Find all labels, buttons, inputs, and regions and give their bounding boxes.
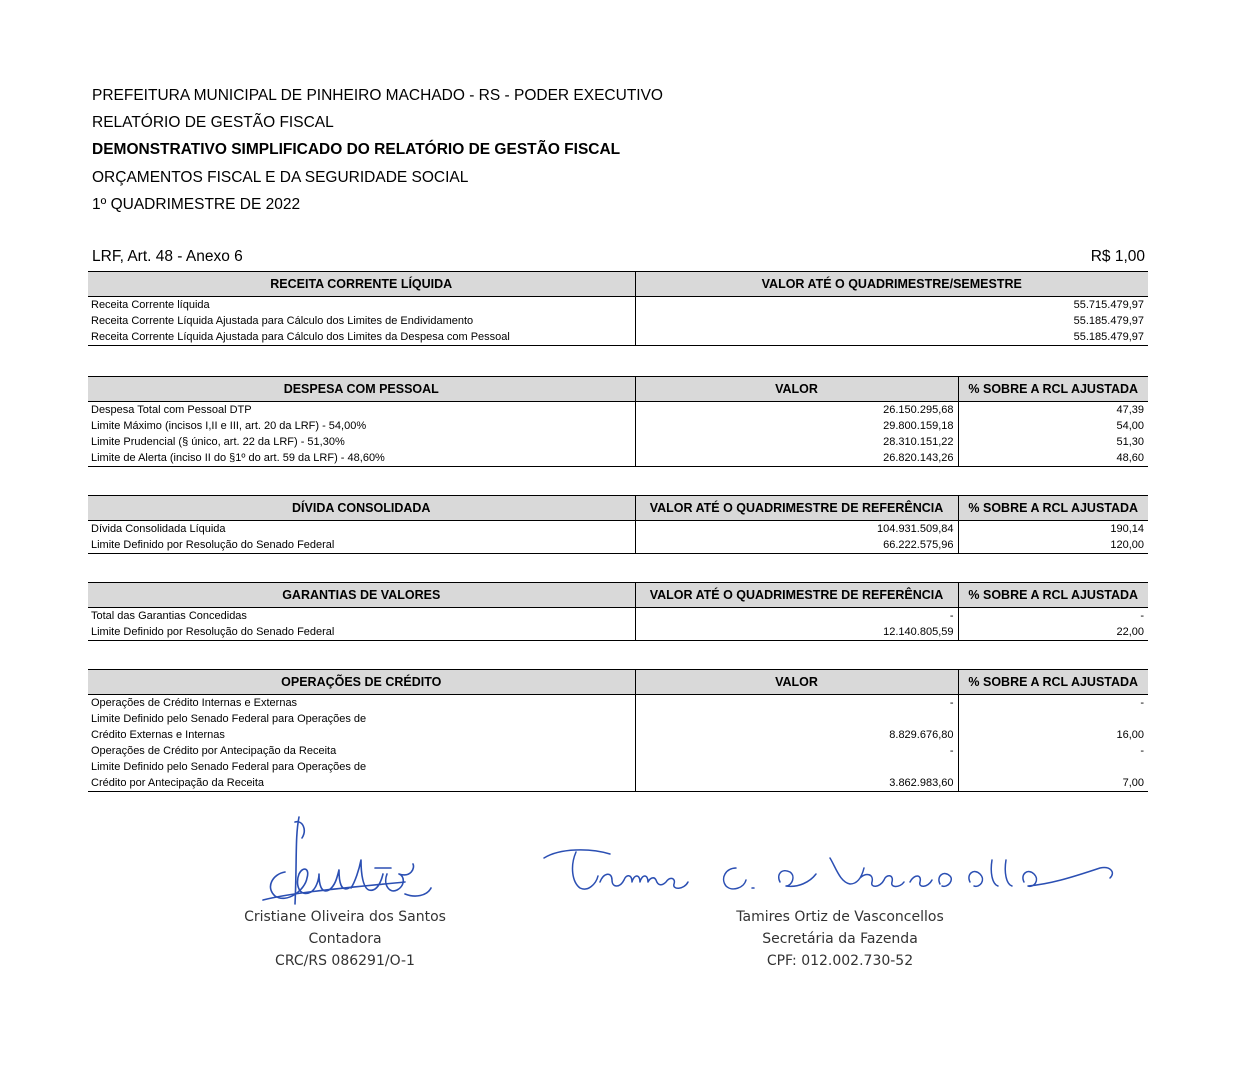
- table-row: [88, 313, 1148, 329]
- row-percent: [958, 711, 1148, 727]
- table-header-row: [88, 272, 1148, 297]
- row-value: [635, 759, 958, 775]
- column-header: VALOR: [635, 377, 958, 402]
- row-label: Crédito Externas e Internas: [91, 729, 225, 741]
- row-value: 66.222.575,96: [635, 537, 958, 554]
- row-percent: 47,39: [958, 402, 1148, 419]
- row-label: Limite de Alerta (inciso II do §1º do art. 59 da LRF) - 48,60%: [88, 450, 635, 467]
- guarantees-table: [88, 582, 1148, 641]
- row-label: Limite Máximo (incisos I,II e III, art. 20 da LRF) - 54,00%: [91, 420, 367, 432]
- row-label: Despesa Total com Pessoal DTP: [91, 404, 252, 416]
- table-row: [88, 711, 1148, 727]
- signature-block-secretary: [690, 906, 990, 972]
- reference-line: [92, 248, 1145, 266]
- table-row: [88, 624, 1148, 641]
- row-value: 28.310.151,22: [635, 434, 958, 450]
- row-value: -: [635, 743, 958, 759]
- row-label: Operações de Crédito Internas e Externas: [91, 697, 298, 709]
- row-value: 12.140.805,59: [635, 624, 958, 641]
- column-header: % SOBRE A RCL AJUSTADA: [958, 496, 1148, 521]
- table-row: [88, 521, 1148, 538]
- row-value: 26.820.143,26: [635, 450, 958, 467]
- personnel-expense-table: [88, 376, 1148, 467]
- header-line-1: PREFEITURA MUNICIPAL DE PINHEIRO MACHADO - RS - PODER EXECUTIVO: [92, 87, 663, 104]
- row-label: Total das Garantias Concedidas: [91, 610, 247, 622]
- table-row: [88, 329, 1148, 346]
- column-header: OPERAÇÕES DE CRÉDITO: [88, 670, 635, 695]
- table-row: [88, 418, 1148, 434]
- row-percent: -: [958, 695, 1148, 712]
- row-label: Limite Definido pelo Senado Federal para Operações de: [91, 713, 367, 725]
- legal-reference: LRF, Art. 48 - Anexo 6: [92, 248, 243, 265]
- header-line-4: ORÇAMENTOS FISCAL E DA SEGURIDADE SOCIAL: [92, 169, 469, 186]
- rcl-table: [88, 271, 1148, 346]
- column-header: % SOBRE A RCL AJUSTADA: [958, 377, 1148, 402]
- signature-block-accountant: [200, 906, 490, 972]
- table-header-row: [88, 583, 1148, 608]
- row-percent: -: [958, 743, 1148, 759]
- column-header: VALOR: [635, 670, 958, 695]
- column-header: DÍVIDA CONSOLIDADA: [88, 496, 635, 521]
- row-value: 3.862.983,60: [635, 775, 958, 792]
- table-row: [88, 297, 1148, 314]
- table-row: [88, 402, 1148, 419]
- row-value: 55.185.479,97: [635, 313, 1148, 329]
- row-label: Limite Prudencial (§ único, art. 22 da LRF) - 51,30%: [91, 436, 345, 448]
- row-label: Limite Definido pelo Senado Federal para Operações de: [91, 761, 367, 773]
- table-row: [88, 695, 1148, 712]
- column-header: GARANTIAS DE VALORES: [88, 583, 635, 608]
- row-percent: 16,00: [958, 727, 1148, 743]
- row-label: Receita Corrente Líquida Ajustada para Cálculo dos Limites de Endividamento: [91, 315, 474, 327]
- row-label: Dívida Consolidada Líquida: [91, 523, 226, 535]
- row-value: 55.185.479,97: [635, 329, 1148, 346]
- row-percent: -: [958, 608, 1148, 625]
- row-percent: 22,00: [958, 624, 1148, 641]
- header-line-2: RELATÓRIO DE GESTÃO FISCAL: [92, 114, 334, 131]
- column-header: % SOBRE A RCL AJUSTADA: [958, 670, 1148, 695]
- column-header: % SOBRE A RCL AJUSTADA: [958, 583, 1148, 608]
- document-title: DEMONSTRATIVO SIMPLIFICADO DO RELATÓRIO DE GESTÃO FISCAL: [92, 141, 621, 158]
- signer-name: Cristiane Oliveira dos Santos: [244, 909, 446, 925]
- currency-unit: R$ 1,00: [1090, 248, 1145, 265]
- row-label: Limite Definido por Resolução do Senado Federal: [88, 537, 635, 554]
- signer-role: Secretária da Fazenda: [762, 931, 918, 947]
- row-percent: 54,00: [958, 418, 1148, 434]
- column-header: VALOR ATÉ O QUADRIMESTRE DE REFERÊNCIA: [635, 496, 958, 521]
- column-header: RECEITA CORRENTE LÍQUIDA: [88, 272, 635, 297]
- row-value: 55.715.479,97: [635, 297, 1148, 314]
- table-header-row: [88, 496, 1148, 521]
- row-value: -: [635, 608, 958, 625]
- row-label: Receita Corrente líquida: [91, 299, 210, 311]
- period-label: 1º QUADRIMESTRE DE 2022: [92, 196, 301, 213]
- row-value: [635, 711, 958, 727]
- row-value: 104.931.509,84: [635, 521, 958, 538]
- row-label: Receita Corrente Líquida Ajustada para Cálculo dos Limites da Despesa com Pessoal: [88, 329, 635, 346]
- table-row: [88, 775, 1148, 792]
- row-percent: 120,00: [958, 537, 1148, 554]
- row-percent: 7,00: [958, 775, 1148, 792]
- table-row: [88, 450, 1148, 467]
- row-value: 26.150.295,68: [635, 402, 958, 419]
- signature-accountant: [255, 812, 445, 912]
- row-percent: [958, 759, 1148, 775]
- row-percent: 48,60: [958, 450, 1148, 467]
- table-header-row: [88, 670, 1148, 695]
- row-percent: 51,30: [958, 434, 1148, 450]
- table-row: [88, 743, 1148, 759]
- table-row: [88, 727, 1148, 743]
- table-header-row: [88, 377, 1148, 402]
- table-row: [88, 608, 1148, 625]
- column-header: VALOR ATÉ O QUADRIMESTRE/SEMESTRE: [635, 272, 1148, 297]
- signature-secretary: [540, 838, 1120, 908]
- row-value: -: [635, 695, 958, 712]
- signer-registration: CRC/RS 086291/O-1: [275, 953, 415, 969]
- signer-registration: CPF: 012.002.730-52: [766, 953, 914, 969]
- row-value: 8.829.676,80: [635, 727, 958, 743]
- column-header: DESPESA COM PESSOAL: [88, 377, 635, 402]
- row-value: 29.800.159,18: [635, 418, 958, 434]
- row-label: Crédito por Antecipação da Receita: [88, 775, 635, 792]
- table-row: [88, 759, 1148, 775]
- consolidated-debt-table: [88, 495, 1148, 554]
- row-label: Operações de Crédito por Antecipação da Receita: [91, 745, 337, 757]
- row-percent: 190,14: [958, 521, 1148, 538]
- table-row: [88, 434, 1148, 450]
- column-header: VALOR ATÉ O QUADRIMESTRE DE REFERÊNCIA: [635, 583, 958, 608]
- signer-name: Tamires Ortiz de Vasconcellos: [736, 909, 944, 925]
- credit-operations-table: [88, 669, 1148, 792]
- signer-role: Contadora: [308, 931, 382, 947]
- row-label: Limite Definido por Resolução do Senado Federal: [88, 624, 635, 641]
- table-row: [88, 537, 1148, 554]
